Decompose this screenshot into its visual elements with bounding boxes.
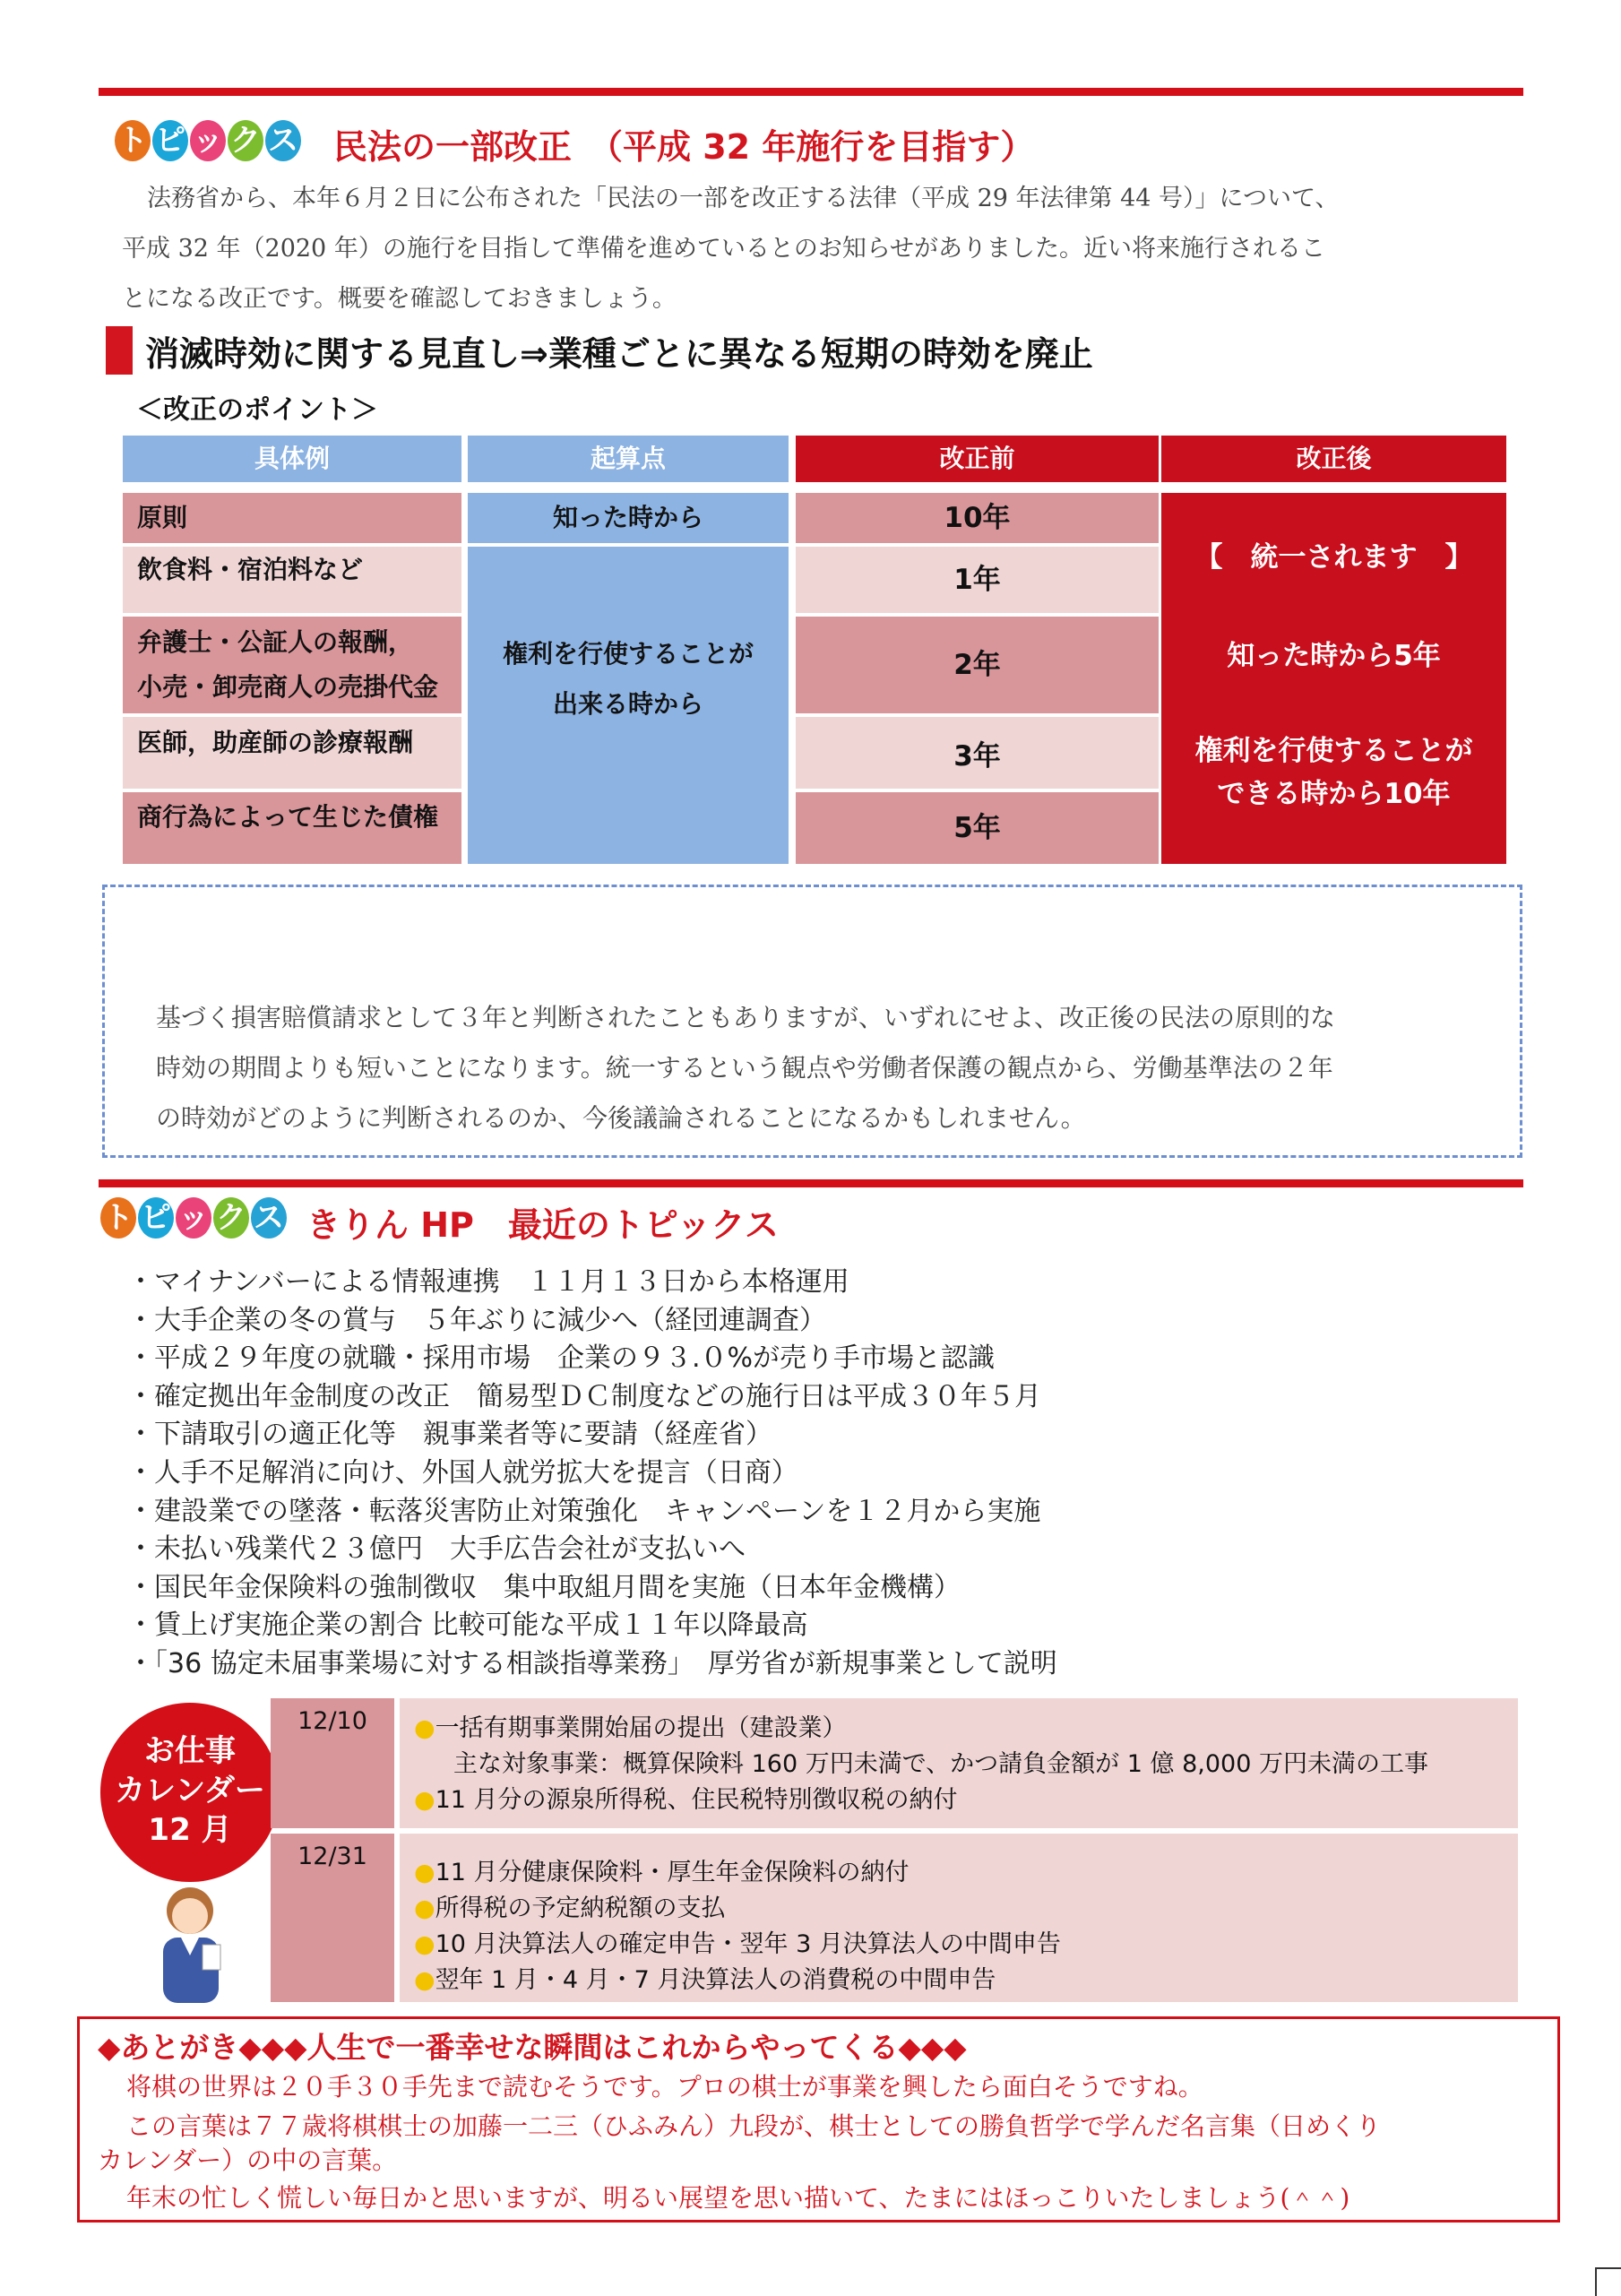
list-item[interactable]: ・建設業での墜落・転落災害防止対策強化 キャンペーンを１２月から実施 <box>127 1495 1041 1527</box>
afterword-line: 年末の忙しく慌しい毎日かと思いますが、明るい展望を思い描いて、たまにはほっこりいたしましょう(＾＾) <box>126 2183 1350 2213</box>
event-line <box>414 1927 1518 1963</box>
afterword-box <box>77 2016 1560 2223</box>
before-cell: 5年 <box>796 792 1159 864</box>
event-text: 11 月分の源泉所得税、住民税特別徴収税の納付 <box>435 1786 958 1814</box>
after-line: 知った時から5年 <box>1227 640 1441 672</box>
example-line: 弁護士・公証人の報酬， <box>137 627 414 657</box>
event-text: 11 月分健康保険料・厚生年金保険料の納付 <box>435 1859 910 1886</box>
after-line: 権利を行使することが <box>1194 735 1473 767</box>
event-cell <box>400 1698 1518 1828</box>
before-cell: 3年 <box>796 717 1159 789</box>
topics2-title: きりん HP 最近のトピックス <box>306 1205 779 1245</box>
logo-char: ト <box>115 120 151 161</box>
intro-paragraph <box>122 174 1339 324</box>
event-line <box>414 1855 1518 1891</box>
topics-logo <box>100 1197 287 1244</box>
point-label: ＜改正のポイント＞ <box>136 394 378 426</box>
calendar-badge <box>100 1703 280 1882</box>
logo-char: ト <box>100 1197 136 1239</box>
example-cell: 医師，助産師の診療報酬 <box>123 717 461 789</box>
note-line: 基づく損害賠償請求として３年と判断されたこともありますが、いずれにせよ、改正後の民法の原則的な <box>156 1003 1336 1032</box>
example-line: 小売・卸売商人の売掛代金 <box>137 672 439 702</box>
event-line <box>414 1891 1518 1927</box>
badge-line: カレンダー <box>115 1773 265 1808</box>
after-line: できる時から10年 <box>1217 778 1451 810</box>
header-example: 具体例 <box>123 436 461 482</box>
afterword-line: この言葉は７７歳将棋棋士の加藤一二三（ひふみん）九段が、棋士としての勝負哲学で学んだ名言集（日めくり <box>126 2111 1382 2141</box>
topics-logo <box>115 120 301 167</box>
header-before: 改正前 <box>796 436 1159 482</box>
event-text: 所得税の予定納税額の支払 <box>435 1895 726 1922</box>
topics1-title: 民法の一部改正 （平成 32 年施行を目指す） <box>333 127 1035 167</box>
badge-line: 12 月 <box>148 1812 232 1848</box>
kisan-line: 権利を行使することが <box>502 639 754 669</box>
mid-red-rule <box>99 1179 1523 1187</box>
logo-char: ピ <box>152 120 188 161</box>
bullet-dot-icon: ● <box>414 1895 435 1922</box>
afterword-line: カレンダー）の中の言葉。 <box>98 2145 398 2175</box>
kirin-topics-list <box>127 1264 1057 1684</box>
before-cell: 1年 <box>796 547 1159 613</box>
example-cell: 商行為によって生じた債権 <box>123 792 461 864</box>
date-cell: 12/31 <box>271 1834 394 2002</box>
intro-line: とになる改正です。概要を確認しておきましょう。 <box>122 285 677 313</box>
event-text: 主な対象事業：概算保険料 160 万円未満で、かつ請負金額が 1 億 8,000 万円未満の工事 <box>453 1750 1428 1778</box>
bullet-dot-icon: ● <box>414 1859 435 1886</box>
date-cell: 12/10 <box>271 1698 394 1828</box>
list-item[interactable]: ・確定拠出年金制度の改正 簡易型ＤＣ制度などの施行日は平成３０年５月 <box>127 1380 1041 1412</box>
event-text: 10 月決算法人の確定申告・翌年 3 月決算法人の中間申告 <box>435 1930 1061 1958</box>
note-text <box>156 993 1335 1144</box>
page-corner-mark <box>1595 2267 1621 2296</box>
before-cell: 2年 <box>796 617 1159 713</box>
bullet-dot-icon: ● <box>414 1930 435 1958</box>
logo-char: ス <box>251 1197 287 1239</box>
example-cell <box>123 617 461 713</box>
heading-bar <box>106 326 133 375</box>
intro-line: 平成 32 年（2020 年）の施行を目指して準備を進めているとのお知らせがありました。近い将来施行されるこ <box>122 235 1326 263</box>
example-cell: 飲食料・宿泊料など <box>123 547 461 613</box>
logo-char: ス <box>265 120 301 161</box>
event-text: 一括有期事業開始届の提出（建設業） <box>435 1714 847 1742</box>
badge-line: お仕事 <box>144 1733 236 1769</box>
bullet-dot-icon: ● <box>414 1714 435 1742</box>
kisan-other <box>468 547 789 864</box>
note-line: の時効がどのように判断されるのか、今後議論されることになるかもしれません。 <box>156 1103 1086 1133</box>
section-title: 消滅時効に関する見直し⇒業種ごとに異なる短期の時効を廃止 <box>145 333 1093 374</box>
event-line <box>414 1711 1518 1747</box>
section-heading <box>106 326 1093 375</box>
list-item[interactable]: ・国民年金保険料の強制徴収 集中取組月間を実施（日本年金機構） <box>127 1571 961 1603</box>
logo-char: ッ <box>176 1197 211 1239</box>
event-cell <box>400 1834 1518 2002</box>
event-line <box>414 1747 1518 1782</box>
list-item[interactable]: ・平成２９年度の就職・採用市場 企業の９３.０%が売り手市場と認識 <box>127 1342 996 1375</box>
kisan-line: 出来る時から <box>552 689 703 719</box>
logo-char: ク <box>213 1197 249 1239</box>
top-red-rule <box>99 88 1523 96</box>
list-item[interactable]: ・人手不足解消に向け、外国人就労拡大を提言（日商） <box>127 1456 798 1489</box>
bullet-dot-icon: ● <box>414 1786 435 1814</box>
bullet-dot-icon: ● <box>414 1966 435 1994</box>
list-item[interactable]: ・大手企業の冬の賞与 ５年ぶりに減少へ（経団連調査） <box>127 1304 826 1336</box>
logo-char: ピ <box>138 1197 174 1239</box>
office-worker-icon <box>151 1882 231 2003</box>
event-text: 翌年 1 月・4 月・7 月決算法人の消費税の中間申告 <box>435 1966 996 1994</box>
event-line <box>414 1782 1518 1818</box>
intro-line: 法務省から、本年６月２日に公布された「民法の一部を改正する法律（平成 29 年法律第 44 号）」について、 <box>147 185 1340 212</box>
after-line: 【 統一されます 】 <box>1194 541 1473 574</box>
list-item[interactable]: ・未払い残業代２３億円 大手広告会社が支払いへ <box>127 1533 746 1566</box>
before-cell: 10年 <box>796 493 1159 543</box>
event-line <box>414 1963 1518 1998</box>
list-item[interactable]: ・「36 協定未届事業場に対する相談指導業務」 厚労省が新規事業として説明 <box>127 1647 1057 1679</box>
note-line: 時効の期間よりも短いことになります。統一するという観点や労働者保護の観点から、労働基準法の２年 <box>156 1053 1333 1083</box>
afterword-line: 将棋の世界は２０手３０手先まで読むそうです。プロの棋士が事業を興したら面白そうですね。 <box>126 2072 1203 2102</box>
after-cell <box>1161 493 1506 864</box>
logo-char: ッ <box>190 120 226 161</box>
example-cell: 原則 <box>123 493 461 543</box>
afterword-title: ◆あとがき◆◆◆人生で一番幸せな瞬間はこれからやってくる◆◆◆ <box>98 2030 967 2065</box>
logo-char: ク <box>228 120 263 161</box>
header-after: 改正後 <box>1161 436 1506 482</box>
list-item[interactable]: ・下請取引の適正化等 親事業者等に要請（経産省） <box>127 1419 772 1451</box>
list-item[interactable]: ・賃上げ実施企業の割合 比較可能な平成１１年以降最高 <box>127 1610 808 1642</box>
kisan-principle: 知った時から <box>468 493 789 543</box>
list-item[interactable]: ・マイナンバーによる情報連携 １１月１３日から本格運用 <box>127 1266 849 1298</box>
header-kisan: 起算点 <box>468 436 789 482</box>
